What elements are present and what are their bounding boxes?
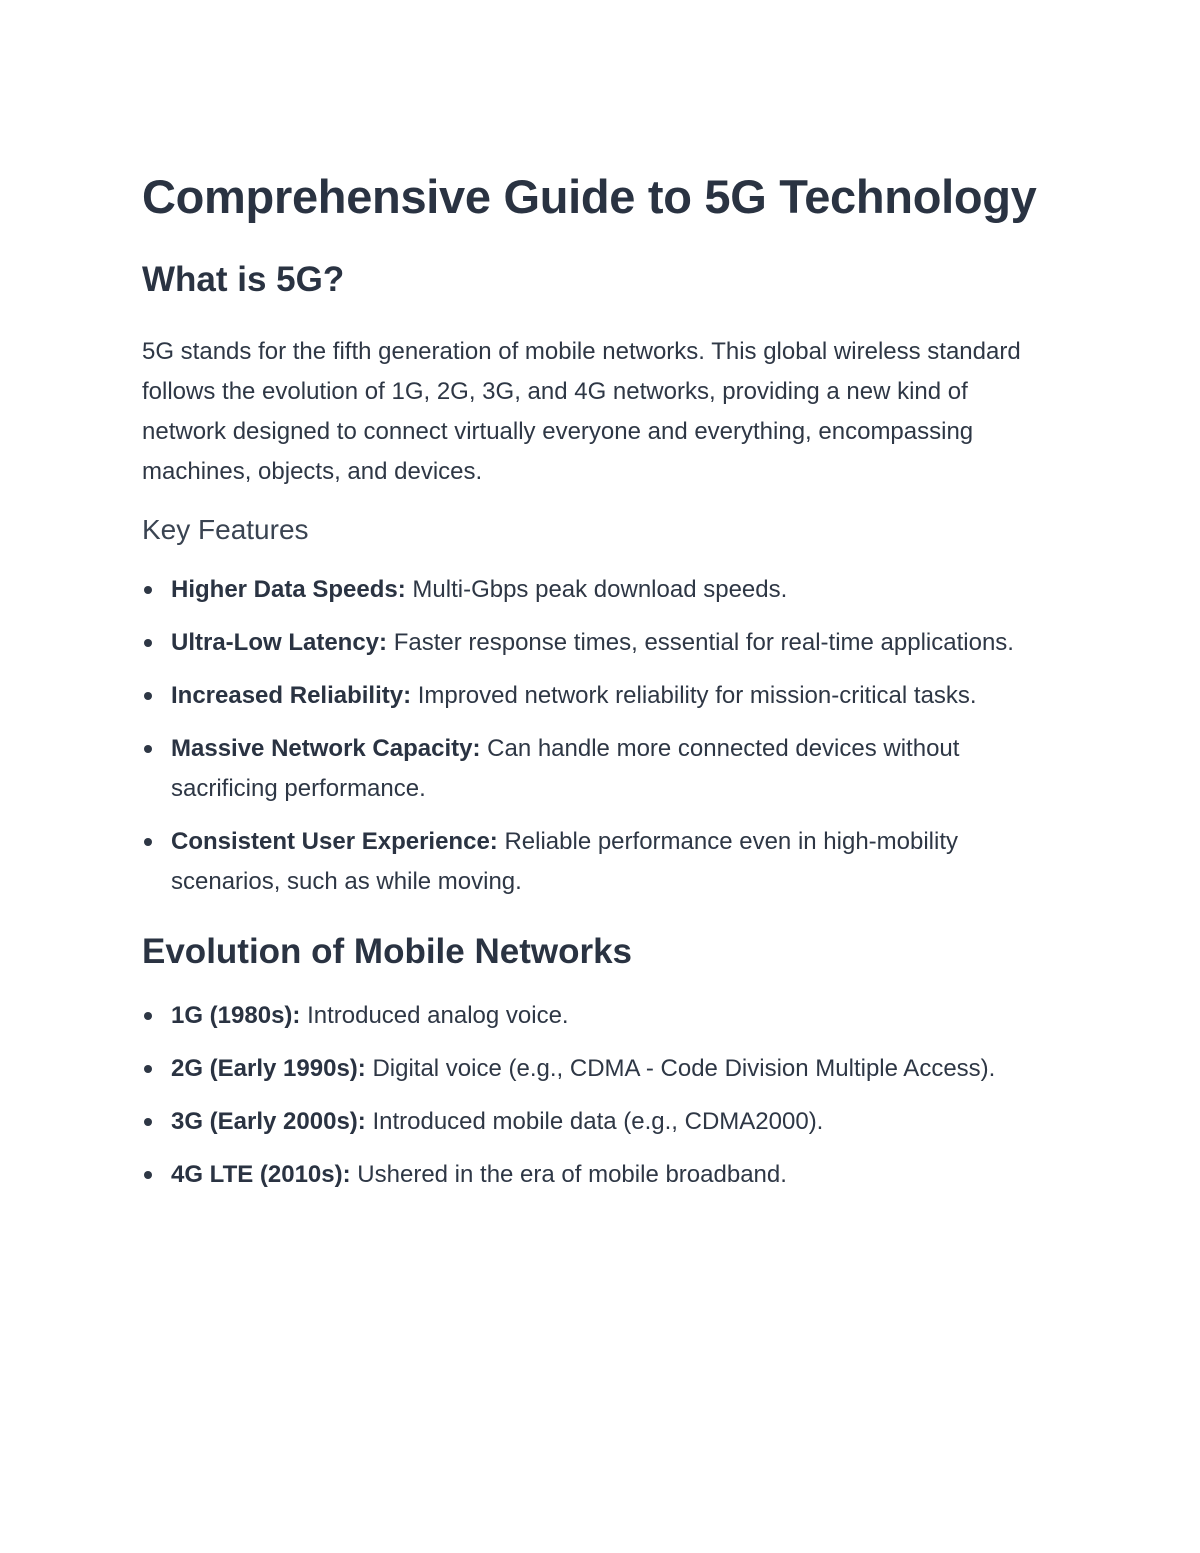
feature-description: Reliable performance even in high-mobility scenarios, such as while moving. (171, 828, 959, 895)
feature-description: Multi-Gbps peak download speeds. (405, 576, 788, 603)
list-item (142, 822, 1052, 902)
section-heading-evolution: Evolution of Mobile Networks (142, 932, 633, 971)
feature-term: Massive Network Capacity: (171, 735, 481, 762)
bullet-icon (144, 692, 152, 700)
key-features-list (142, 570, 1052, 902)
bullet-icon (144, 1171, 152, 1179)
generation-term: 1G (1980s): (171, 1002, 301, 1029)
bullet-icon (144, 745, 152, 753)
bullet-icon (144, 1118, 152, 1126)
bullet-icon (144, 586, 152, 594)
intro-paragraph: 5G stands for the fifth generation of mobile networks. This global wireless standard follows the evolution of 1G, 2G, 3G, and 4G networks, providing a new kind of network designed to connect virtually everyone and everything, encompassing machines, objects, and devices. (142, 338, 1021, 485)
generation-description: Introduced analog voice. (300, 1002, 569, 1029)
list-item (142, 996, 1052, 1036)
document-page (142, 166, 1052, 1208)
list-item (142, 676, 1052, 716)
evolution-list (142, 996, 1052, 1195)
list-item (142, 1049, 1052, 1089)
list-item (142, 570, 1052, 610)
list-item (142, 1155, 1052, 1195)
bullet-icon (144, 838, 152, 846)
list-item (142, 623, 1052, 663)
list-item (142, 1102, 1052, 1142)
feature-description: Improved network reliability for mission-critical tasks. (411, 682, 977, 709)
page-title: Comprehensive Guide to 5G Technology (142, 170, 1037, 223)
generation-term: 2G (Early 1990s): (171, 1055, 366, 1082)
generation-description: Introduced mobile data (e.g., CDMA2000). (365, 1108, 824, 1135)
feature-term: Ultra-Low Latency: (171, 629, 388, 656)
feature-description: Faster response times, essential for real-time applications. (387, 629, 1014, 656)
list-item (142, 729, 1052, 809)
section-heading-what-is-5g: What is 5G? (142, 260, 345, 299)
feature-term: Consistent User Experience: (171, 828, 498, 855)
bullet-icon (144, 639, 152, 647)
subheading-key-features: Key Features (142, 514, 309, 545)
bullet-icon (144, 1065, 152, 1073)
generation-term: 4G LTE (2010s): (171, 1161, 351, 1188)
feature-term: Higher Data Speeds: (171, 576, 406, 603)
generation-description: Digital voice (e.g., CDMA - Code Division Multiple Access). (365, 1055, 996, 1082)
feature-description: Can handle more connected devices without sacrificing performance. (171, 735, 960, 802)
generation-description: Ushered in the era of mobile broadband. (350, 1161, 787, 1188)
bullet-icon (144, 1012, 152, 1020)
feature-term: Increased Reliability: (171, 682, 412, 709)
generation-term: 3G (Early 2000s): (171, 1108, 366, 1135)
